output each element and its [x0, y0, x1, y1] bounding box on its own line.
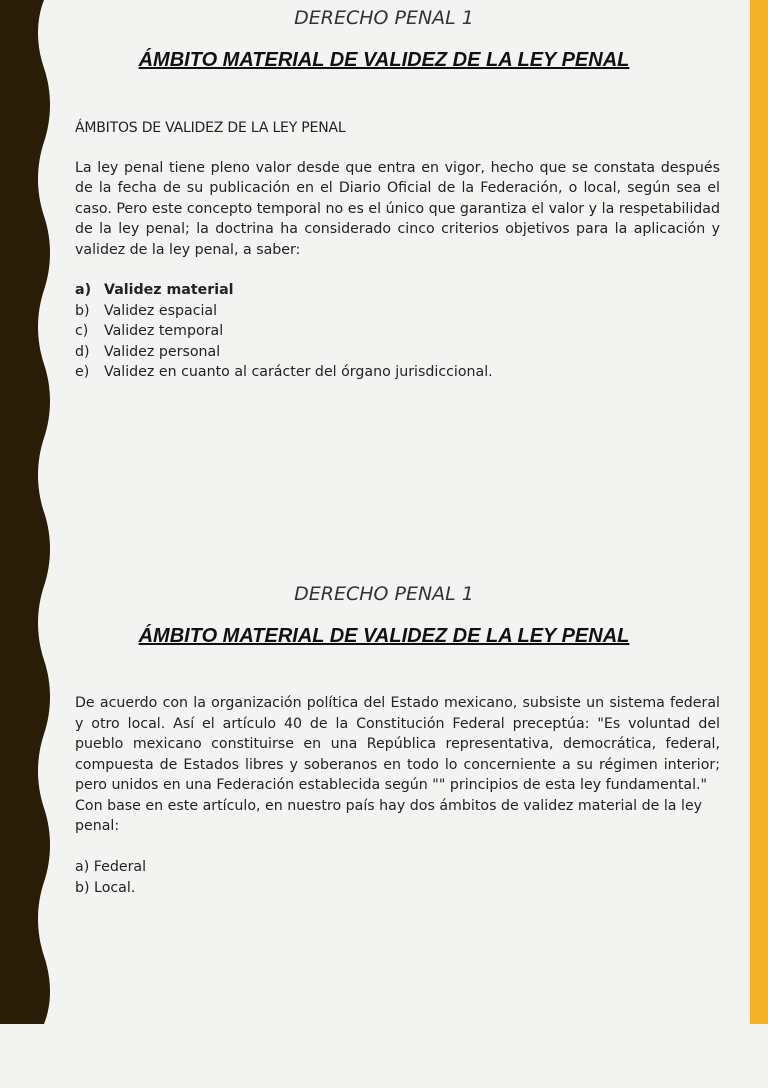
slide-2 [0, 576, 768, 1088]
list-item: c) Validez temporal [75, 323, 224, 339]
list-item: a) Validez material [75, 282, 234, 298]
course-title: DERECHO PENAL 1 [294, 7, 474, 29]
slide-title: ÁMBITO MATERIAL DE VALIDEZ DE LA LEY PENAL [138, 49, 630, 71]
list-item: d) Validez personal [75, 343, 221, 360]
course-title: DERECHO PENAL 1 [294, 583, 474, 605]
slide-1 [0, 0, 768, 512]
option-federal: a) Federal [75, 859, 147, 875]
slide-body [75, 118, 720, 383]
slide-body [75, 693, 720, 898]
slide-title: ÁMBITO MATERIAL DE VALIDEZ DE LA LEY PENAL [138, 625, 630, 647]
list-item: b) Validez espacial [75, 302, 218, 319]
constitution-paragraph: De acuerdo con la organización política del Estado mexicano, subsiste un sistema federal y otro local. Así el artículo 40 de la Constitución Federal preceptúa: "Es voluntad del pueblo mexicano constituirse en una República representativa, democrática, federal, compuesta de Estados libres y soberanos en todo lo concerniente a su régimen interior; pero unidos en una Federación establecida según "" principios de esta ley fundamental." [75, 695, 720, 793]
section-heading: ÁMBITOS DE VALIDEZ DE LA LEY PENAL [75, 120, 346, 136]
option-local: b) Local. [75, 879, 136, 896]
intro-paragraph: La ley penal tiene pleno valor desde que entra en vigor, hecho que se constata después de la fecha de su publicación en el Diario Oficial de la Federación, o local, según sea el caso. Pero este concepto temporal no es el único que garantiza el valor y la respetabilidad de la ley penal; la doctrina ha considerado cinco criterios objetivos para la aplicación y validez de la ley penal, a saber: [75, 159, 720, 258]
conclusion-line: Con base en este artículo, en nuestro país hay dos ámbitos de validez material de la ley penal: [75, 797, 703, 834]
criteria-list [75, 280, 720, 383]
list-item: e) Validez en cuanto al carácter del órgano jurisdiccional. [75, 364, 493, 380]
